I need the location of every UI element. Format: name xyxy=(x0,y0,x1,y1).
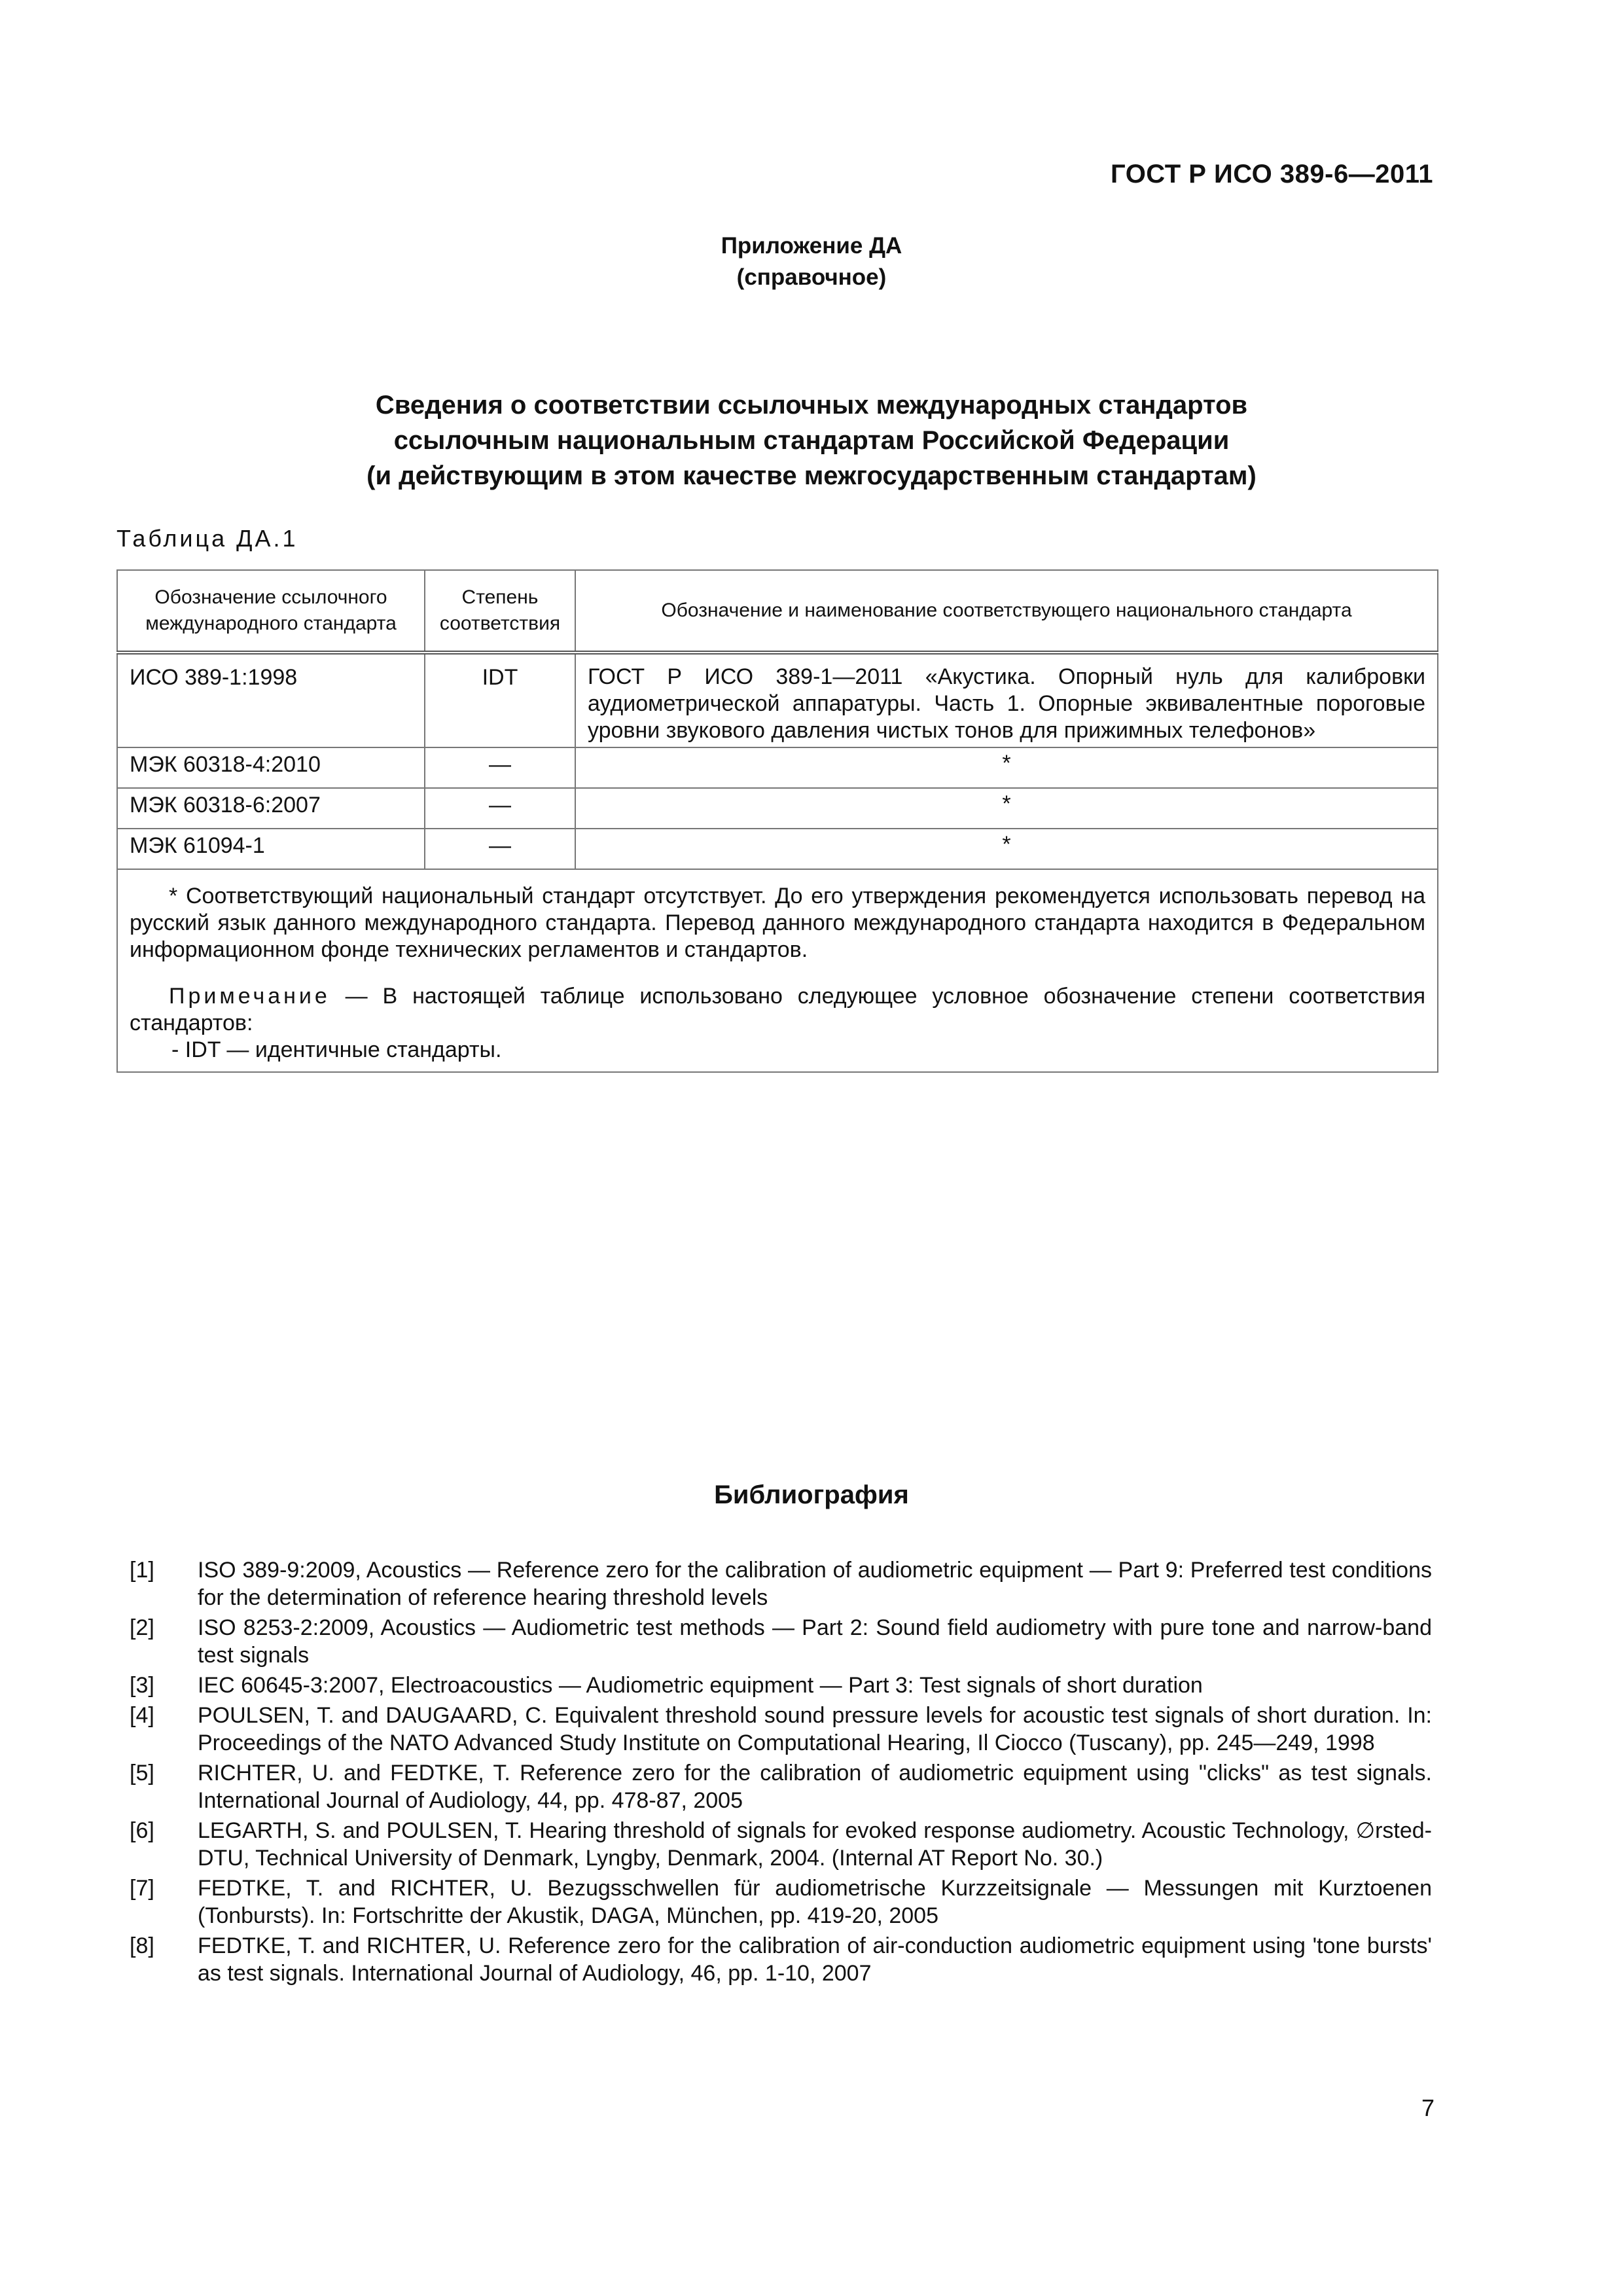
bibliography-text: ISO 389-9:2009, Acoustics — Reference zero for the calibration of audiometric equipment — Part 9: Preferred test conditions for the determination of reference hearing threshold levels xyxy=(198,1558,1432,1610)
correspondence-table xyxy=(116,569,1438,1073)
bibliography-number: [1] xyxy=(130,1558,154,1583)
table-footnote: * Соответствующий национальный стандарт отсутствует. До его утверждения рекомендуется использовать перевод на русский язык данного международного стандарта. Перевод данного международного стандарта находится в Федеральном информационном фонде технических регламентов и стандартов. xyxy=(130,884,1425,962)
cell-international-standard: МЭК 60318-4:2010 xyxy=(117,747,425,788)
table-row xyxy=(117,747,1438,788)
bibliography-item xyxy=(130,1817,1432,1872)
bibliography-number: [6] xyxy=(130,1818,154,1843)
bibliography-item xyxy=(130,1672,1432,1699)
table-row xyxy=(117,829,1438,869)
annex-heading xyxy=(0,230,1623,293)
table-notes-row xyxy=(117,869,1438,1072)
annex-title xyxy=(0,387,1623,493)
cell-international-standard: ИСО 389-1:1998 xyxy=(117,653,425,747)
bibliography-number: [7] xyxy=(130,1876,154,1901)
column-header-degree: Степень соответствия xyxy=(425,570,575,653)
bibliography-number: [3] xyxy=(130,1673,154,1698)
column-header-national: Обозначение и наименование соответствующего национального стандарта xyxy=(575,570,1438,653)
annex-title-line: Сведения о соответствии ссылочных международных стандартов xyxy=(375,391,1248,420)
cell-international-standard: МЭК 60318-6:2007 xyxy=(117,788,425,829)
cell-degree: — xyxy=(425,829,575,869)
bibliography-item xyxy=(130,1614,1432,1669)
page-number: 7 xyxy=(1421,2094,1435,2121)
bibliography-list xyxy=(130,1556,1432,1990)
bibliography-text: IEC 60645-3:2007, Electroacoustics — Audiometric equipment — Part 3: Test signals of short duration xyxy=(198,1673,1203,1698)
bibliography-text: FEDTKE, T. and RICHTER, U. Bezugsschwellen für audiometrische Kurzzeitsignale — Messungen mit Kurztoenen (Tonbursts). In: Fortschritte der Akustik, DAGA, München, pp. 419-20, 2005 xyxy=(198,1876,1432,1928)
cell-international-standard: МЭК 61094-1 xyxy=(117,829,425,869)
document-code: ГОСТ Р ИСО 389-6—2011 xyxy=(1111,160,1433,188)
column-header-international: Обозначение ссылочного международного стандарта xyxy=(117,570,425,653)
bibliography-text: POULSEN, T. and DAUGAARD, C. Equivalent threshold sound pressure levels for acoustic test signals of short duration. In: Proceedings of the NATO Advanced Study Institute on Computational Hearing, Il Ciocco (Tuscany), pp. 245—249, 1998 xyxy=(198,1703,1432,1755)
bibliography-number: [2] xyxy=(130,1615,154,1640)
bibliography-item xyxy=(130,1874,1432,1929)
cell-national-standard: ГОСТ Р ИСО 389-1—2011 «Акустика. Опорный нуль для калибровки аудиометрической аппаратуры. Часть 1. Опорные эквивалентные пороговые уровни звукового давления чистых тонов для прижимных телефонов» xyxy=(575,653,1438,747)
bibliography-item xyxy=(130,1932,1432,1987)
annex-title-line: (и действующим в этом качестве межгосударственным стандартам) xyxy=(366,461,1257,490)
annex-label: Приложение ДА xyxy=(721,233,902,259)
bibliography-text: FEDTKE, T. and RICHTER, U. Reference zero for the calibration of air-conduction audiometric equipment using 'tone bursts' as test signals. International Journal of Audiology, 46, pp. 1-10, 2007 xyxy=(198,1933,1432,1986)
note-label: Примечание xyxy=(169,984,330,1009)
bibliography-text: RICHTER, U. and FEDTKE, T. Reference zero for the calibration of audiometric equipment using "clicks" as test signals. International Journal of Audiology, 44, pp. 478-87, 2005 xyxy=(198,1761,1432,1813)
table-note xyxy=(130,983,1425,1037)
bibliography-text: ISO 8253-2:2009, Acoustics — Audiometric test methods — Part 2: Sound field audiometry with pure tone and narrow-band test signals xyxy=(198,1615,1432,1668)
table-caption: Таблица ДА.1 xyxy=(116,525,298,552)
bibliography-title: Библиография xyxy=(714,1480,909,1509)
table-notes xyxy=(117,869,1438,1072)
annex-status: (справочное) xyxy=(736,264,887,290)
table-row xyxy=(117,653,1438,747)
bibliography-item xyxy=(130,1759,1432,1814)
bibliography-item xyxy=(130,1702,1432,1757)
bibliography-number: [8] xyxy=(130,1933,154,1958)
bibliography-number: [4] xyxy=(130,1703,154,1728)
note-item: - IDT — идентичные стандарты. xyxy=(171,1037,502,1062)
cell-national-standard: * xyxy=(575,788,1438,829)
note-text: — В настоящей таблице использовано следующее условное обозначение степени соответствия стандартов: xyxy=(130,984,1425,1035)
cell-degree: — xyxy=(425,788,575,829)
annex-title-line: ссылочным национальным стандартам Российской Федерации xyxy=(393,426,1230,455)
bibliography-number: [5] xyxy=(130,1761,154,1785)
table-header-row xyxy=(117,570,1438,653)
bibliography-text: LEGARTH, S. and POULSEN, T. Hearing threshold of signals for evoked response audiometry. Acoustic Technology, ∅rsted-DTU, Technical University of Denmark, Lyngby, Denmark, 2004. (Internal AT Report No. 30.) xyxy=(198,1818,1432,1871)
cell-degree: IDT xyxy=(425,653,575,747)
bibliography-item xyxy=(130,1556,1432,1611)
cell-degree: — xyxy=(425,747,575,788)
cell-national-standard: * xyxy=(575,829,1438,869)
table-row xyxy=(117,788,1438,829)
cell-national-standard: * xyxy=(575,747,1438,788)
